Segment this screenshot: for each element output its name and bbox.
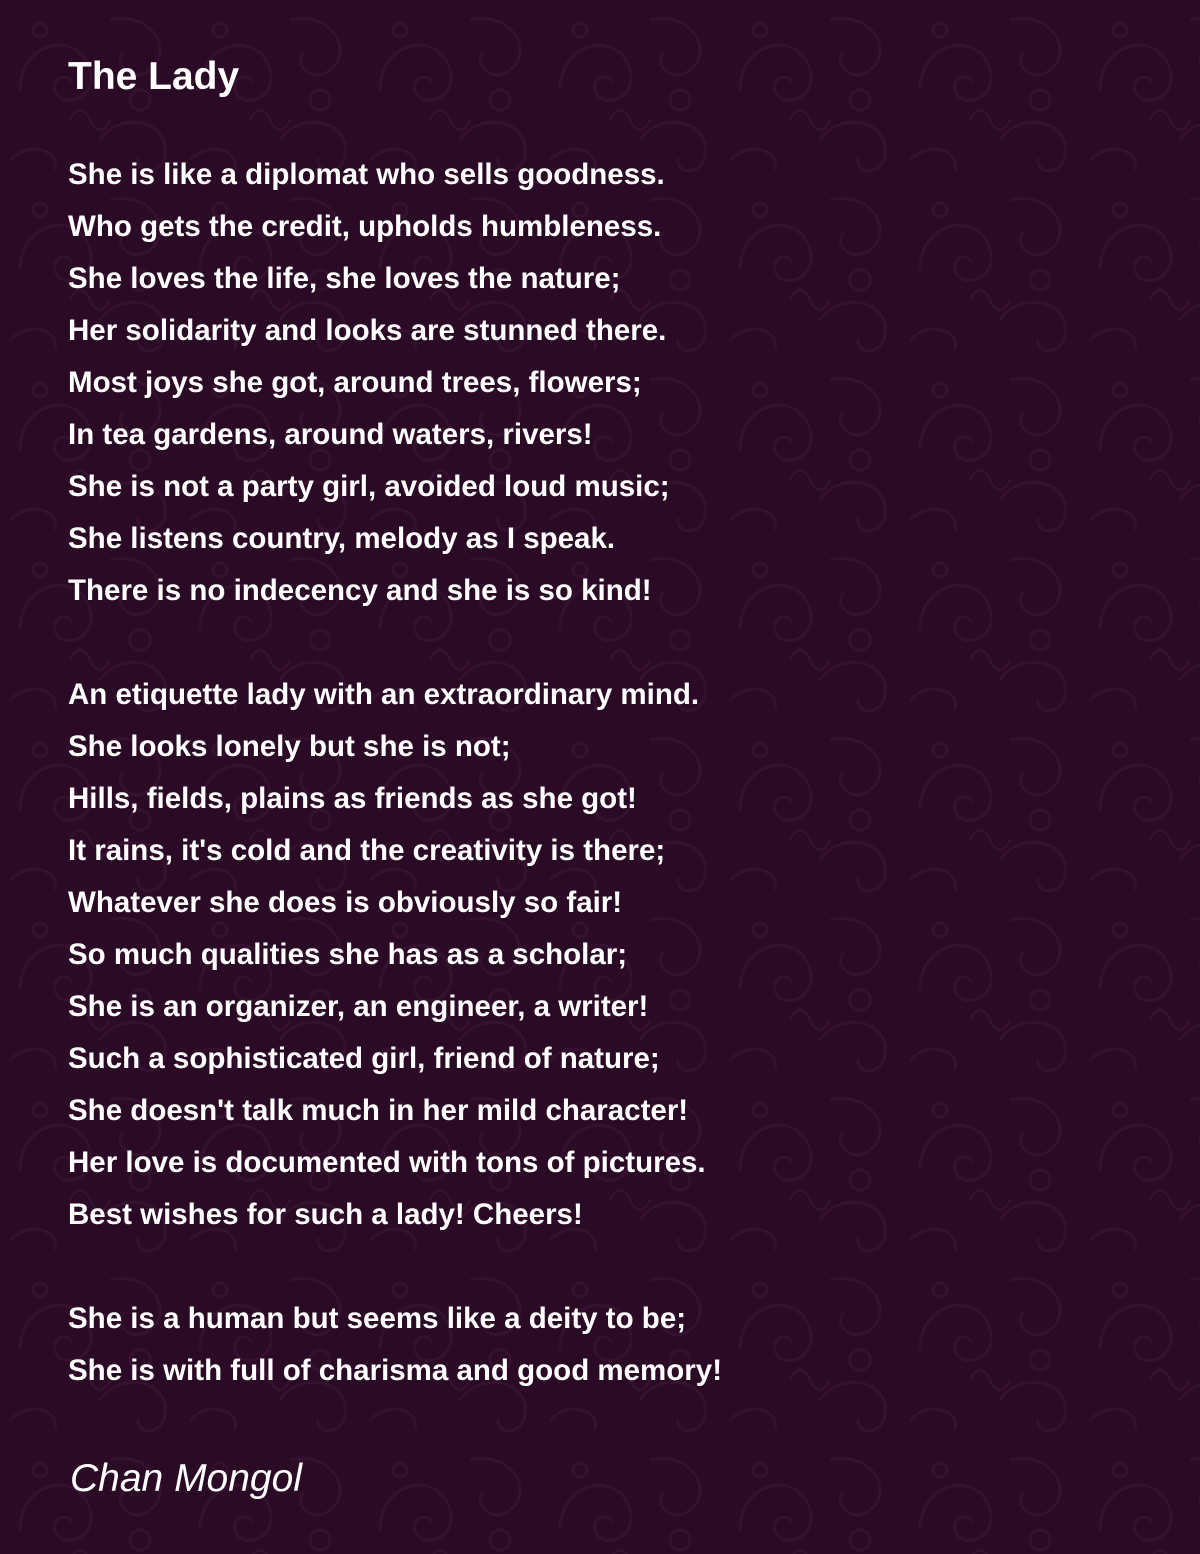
poem-line: Whatever she does is obviously so fair! [68, 886, 623, 919]
poem-title: The Lady [68, 55, 240, 98]
poem-line: She is like a diplomat who sells goodness. [68, 158, 665, 191]
poem-line: It rains, it's cold and the creativity is there; [68, 834, 666, 867]
poem-line: In tea gardens, around waters, rivers! [68, 418, 593, 451]
stanza-2 [68, 669, 706, 1241]
poem-line: Who gets the credit, upholds humbleness. [68, 210, 662, 243]
poem-line: Hills, fields, plains as friends as she got! [68, 782, 637, 815]
poem-line: She is not a party girl, avoided loud music; [68, 470, 670, 503]
stanza-3 [68, 1293, 722, 1397]
poem-line: She is with full of charisma and good memory! [68, 1354, 723, 1387]
poem-line: Best wishes for such a lady! Cheers! [68, 1198, 583, 1231]
stanza-1 [68, 149, 670, 617]
poem-author: Chan Mongol [70, 1457, 302, 1500]
poem-line: She listens country, melody as I speak. [68, 522, 616, 555]
poem-line: An etiquette lady with an extraordinary mind. [68, 678, 700, 711]
poem-line: She is a human but seems like a deity to be; [68, 1302, 687, 1335]
poem-line: There is no indecency and she is so kind! [68, 574, 652, 607]
poem-line: Most joys she got, around trees, flowers; [68, 366, 642, 399]
poem-line: She doesn't talk much in her mild character! [68, 1094, 689, 1127]
poem-line: She looks lonely but she is not; [68, 730, 511, 763]
poem-line: She is an organizer, an engineer, a writer! [68, 990, 649, 1023]
poem-line: She loves the life, she loves the nature; [68, 262, 621, 295]
poem-line: Such a sophisticated girl, friend of nature; [68, 1042, 660, 1075]
poem-line: Her love is documented with tons of pictures. [68, 1146, 706, 1179]
poem-line: Her solidarity and looks are stunned there. [68, 314, 667, 347]
poem-line: So much qualities she has as a scholar; [68, 938, 628, 971]
